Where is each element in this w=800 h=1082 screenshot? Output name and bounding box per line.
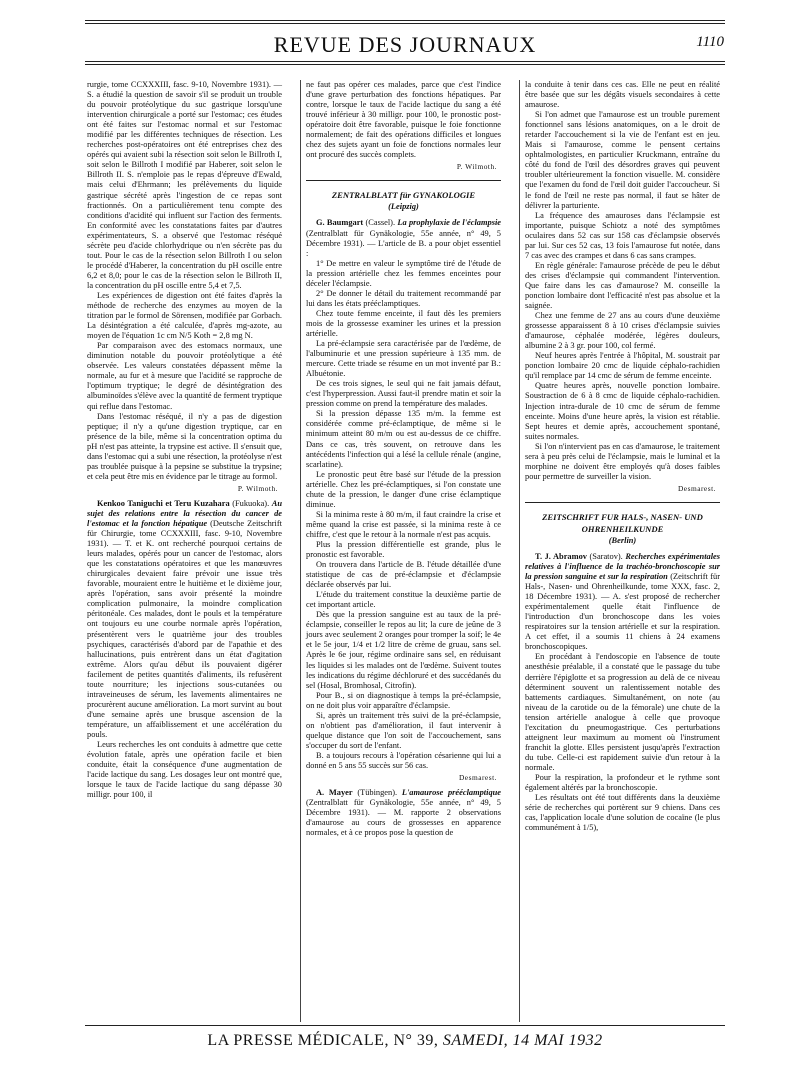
paragraph: La pré-éclampsie sera caractérisée par de l'œdème, de l'albuminurie et une pression supérieure à 135 mm. de mercure. Cette triade se résume en un mot inventé par B.: Albuétonie. (306, 339, 501, 379)
header-rule-bottom (85, 61, 725, 62)
paragraph: La fréquence des amauroses dans l'éclampsie est importante, puisque Schiotz a noté des symptômes oculaires dans 52 cas sur 158 cas d'éclampsie observés par lui. Sur ces 52 cas, 13 fois l'amaurose fut notée, dans 7 cas avec des crampes et dans 6 cas sans crampes. (525, 210, 720, 260)
article-place: (Tübingen). (357, 788, 398, 798)
paragraph: L'étude du traitement constitue la deuxième partie de cet important article. (306, 590, 501, 610)
column-divider-1 (300, 80, 301, 1022)
article-heading (87, 499, 282, 740)
article-source: (Zeitschrift für Hals-, Nasen- und Ohrenheilkunde, tome XXX, fasc. 2, 18 Décembre 1931). (525, 572, 721, 602)
section-city: (Leipzig) (388, 202, 419, 212)
signature: Desmarest. (458, 773, 497, 783)
section-rule (306, 180, 501, 181)
footer-date: SAMEDI, 14 MAI 1932 (442, 1032, 603, 1049)
article-heading (306, 218, 501, 258)
article-source: (Zentralblatt für Gynäkologie, 55e année, n° 49, 5 Décembre 1931). (306, 798, 501, 818)
article-title: Au sujet des relations entre la résection du cancer de l'estomac et la fonction hépatique (87, 498, 282, 529)
paragraph: Si, après un traitement très suivi de la pré-éclampsie, on n'obtient pas d'amélioration, il faut intervenir à quelque distance que l'on soit de l'accouchement, sans s'occuper du sort de l'enfant. (306, 710, 501, 750)
article-authors: G. Baumgart (316, 218, 364, 228)
article-place: (Fukuoka). (232, 498, 270, 508)
article-title: Recherches expérimentales relatives à l'influence de la trachéo-bronchoscopie sur la pression sanguine et sur la respiration (525, 551, 721, 582)
paragraph: Pour B., si on diagnostique à temps la pré-éclampsie, on ne doit plus voir apparaître d'éclampsie. (306, 690, 501, 710)
paragraph: On trouvera dans l'article de B. l'étude détaillée d'une statistique de cas de pré-éclampsie et d'éclampsie déclarée observés par lui. (306, 560, 501, 590)
paragraph: De ces trois signes, le seul qui ne fait jamais défaut, c'est l'hyperpression. Aussi faut-il prendre matin et soir la pression comme on prend la température des malades. (306, 379, 501, 409)
paragraph: la conduite à tenir dans ces cas. Elle ne peut en réalité être basée que sur les dégâts visuels secondaires à cette amaurose. (525, 80, 720, 110)
column-3 (525, 80, 720, 833)
paragraph: Si l'on admet que l'amaurose est un trouble purement fonctionnel sans lésions anatomiques, on a le droit de retarder l'accouchement si la vie de l'enfant est en jeu. Mais si l'amaurose, comme le pensent certains ophtalmologistes, en particulier Kruckmann, entraîne du côté du fond de l'œil des désordres graves qui peuvent troubler ultérieurement la fonction visuelle. M. considère que l'examen du fond de l'œil doit guider l'accoucheur. Si le fond de l'œil ne reste pas normal, il faut se hâter de délivrer la parturiente. (525, 110, 720, 210)
paragraph: Neuf heures après l'entrée à l'hôpital, M. soustrait par ponction lombaire 20 cmc de liquide céphalo-rachidien qu'il remplace par 14 cmc de sérum de femme enceinte. (525, 351, 720, 381)
paragraph: 2° De donner le détail du traitement recommandé par lui dans les états prééclamptiques. (306, 288, 501, 308)
footer-rule (85, 1025, 725, 1026)
paragraph: Quatre heures après, nouvelle ponction lombaire. Soustraction de 6 à 8 cmc de liquide céphalo-rachidien. Injection intra-durale de 10 cmc de sérum de femme enceinte. Moins d'une heure après, la vision est rétablie. Sept heures et demie après, accouchement spontané, suites normales. (525, 381, 720, 441)
header-rule-top-thin (85, 23, 725, 24)
paragraph: En procédant à l'endoscopie en l'absence de toute anesthésie préalable, il a constaté que le passage du tube derrière l'épiglotte et sa progression au delà de ce niveau déterminent souvent un ralentissement notable des battements cardiaques. Simultanément, on note (au niveau de la carotide ou de la fémorale) une chute de la tension artérielle analogue à celle que provoque l'excitation du pneumogastrique. Ces perturbations atteignent leur maximum au moment où l'instrument franchit la glotte. Elles persistent jusqu'après l'extraction du tube. Celle-ci est rapidement suivie d'un retour à la normale. (525, 652, 720, 772)
article-place: (Cassel). (365, 218, 396, 228)
paragraph: rurgie, tome CCXXXIII, fasc. 9-10, Novembre 1931). — S. a étudié la question de savoir s'il se produit un trouble du pouvoir protéolytique du suc gastrique lorsqu'une intervention chirurgicale a porté sur l'estomac; ces études ont été faites sur l'estomac normal et sur l'estomac modifié par les différentes techniques de résection. Les recherches post-opératoires ont été entreprises chez des opérés qui avaient subi la résection soit selon le Billroth I, soit selon le Billroth I modifié par Haberer, soit selon le Billroth II. S. n'emploie pas le repas d'épreuve d'Ewald, mais celui d'Ehrmann; les prélèvements du liquide gastrique sécrété après l'ingestion de ce repas sont fractionnés. On a particulièrement tenu compte des conditions d'acidité qui influent sur l'action des ferments. En conformité avec les constatations faites par d'autres expérimentateurs, S. a observé que l'estomac réséqué sécrète peu d'acide chlorhydrique ou n'en sécrète pas du tout. Pour le cas de la résection selon Billroth I ou selon le procédé d'Haberer, la concentration du pH oscille entre 6,2 et 8,0; pour le cas de la résection selon le Billroth II, la concentration du pH oscille entre 5,4 et 7,5. (87, 80, 282, 290)
article-authors: Kenkoo Taniguchi et Teru Kuzahara (97, 498, 230, 508)
paragraph: Les expériences de digestion ont été faites d'après la méthode de recherche des enzymes au moyen de la titration par le formol de Sörensen, modifiée par Gorbach. La désintégration a été calculée, d'après mg-azote, au moyen de l'équation 1c cm N/5 Koth = 2,8 mg N. (87, 290, 282, 341)
paragraph: Dès que la pression sanguine est au taux de la pré-éclampsie, conseiller le repos au lit; la cure de jeûne de 3 jours avec seulement 2 oranges pour tromper la soif; le 4e et le 5e jour, 1/4 et 1/2 litre de crème de gruau, sans sel. Après le 6e jour, régime ordinaire sans sel, en réduisant les liquides si les malades ont de l'œdème. Suivent toutes les indications du régime déchloruré et des succédanés du sel (Hosal, Bromhosal, Citrofin). (306, 610, 501, 690)
paragraph: — M. rapporte 2 observations d'amaurose au cours de grossesses en apparence normales, et à ce propos pose la question de (306, 808, 502, 838)
section-title: ZEITSCHRIFT FUR HALS-, NASEN- UND OHRENHEILKUNDE (542, 511, 703, 534)
running-head-title: REVUE DES JOURNAUX (273, 32, 537, 57)
signature: P. Wilmoth. (456, 162, 497, 172)
footer (85, 1032, 725, 1050)
paragraph: Chez une femme de 27 ans au cours d'une deuxième grossesse apparaissent 8 à 10 crises d'éclampsie suivies d'amaurose, céphalée modérée, légères douleurs, albumine 2 à 3 gr. pour 100, col fermé. (525, 311, 720, 351)
paragraph: Les résultats ont été tout différents dans la deuxième série de recherches qui portèrent sur 9 chiens. Dans ces cas, l'application locale d'une solution de cocaïne (le plus communément à 1/5), (525, 793, 720, 833)
article-authors: A. Mayer (316, 788, 353, 798)
article-source: (Deutsche Zeitschrift für Chirurgie, tome CCXXXIII, fasc. 9-10, Novembre 1931). (87, 519, 282, 549)
paragraph: Leurs recherches les ont conduits à admettre que cette évolution fatale, après une opération facile et bien conduite, était la conséquence d'une augmentation de l'acide lactique du sang. Les dosages leur ont montré que, lorsque le taux de l'acide lactique du sang dépasse 30 milligr. pour 100, il (87, 740, 282, 800)
signature: P. Wilmoth. (237, 483, 278, 493)
section-rule (525, 502, 720, 503)
paragraph: Par comparaison avec des estomacs normaux, une diminution notable du pouvoir protéolytique a été observée. Les valeurs constatées dépassent même la normale, au fur et à mesure que l'acidité se rapproche de l'optimum tryptique; le degré de désintégration des albuminoïdes s'élève avec la quantité de ferment tryptique qui reflue dans l'estomac. (87, 341, 282, 411)
paragraph: Dans l'estomac réséqué, il n'y a pas de digestion peptique; il n'y a qu'une digestion tryptique, car en présence de la bile, même si la concentration optima du pH n'est pas atteinte, la trypsine est active. Il s'ensuit que, dans l'estomac qui a subi une résection, la protéolyse n'est pas troublée puisque à la pepsine se substitue la trypsine; et cela peut être mis en évidence par le titrage au formol. (87, 411, 282, 481)
paragraph: Pour la respiration, la profondeur et le rythme sont également altérés par la bronchoscopie. (525, 773, 720, 793)
article-title: La prophylaxie de l'éclampsie (397, 218, 501, 228)
section-title: ZENTRALBLATT für GYNAKOLOGIE (331, 190, 476, 201)
column-2 (306, 80, 501, 838)
paragraph: En règle générale: l'amaurose précède de peu le début des crises d'éclampsie qui commandent l'intervention. Que faire dans les cas d'amaurose? M. conseille la ponction lombaire dont l'efficacité n'est pas absolue et la saignée. (525, 260, 720, 311)
paragraph: Plus la pression différentielle est grande, plus le pronostic est favorable. (306, 539, 501, 560)
paragraph: — L'article de B. a pour objet essentiel : (306, 238, 501, 258)
article-authors: T. J. Abramov (535, 551, 587, 561)
article-source: (Zentralblatt für Gynäkologie, 55e année, n° 49, 5 Décembre 1931). (306, 228, 501, 248)
paragraph: Si l'on n'intervient pas en cas d'amaurose, le traitement sera à peu près celui de l'éclampsie, mais le luminal et la morphine ne doivent être employés qu'à doses faibles pour permettre de surveiller la vision. (525, 441, 720, 481)
paragraph: B. a toujours recours à l'opération césarienne qui lui a donné en 5 ans 55 succès sur 56 cas. (306, 750, 501, 770)
column-divider-2 (519, 80, 520, 1022)
signature: Desmarest. (677, 483, 716, 493)
paragraph: Chez toute femme enceinte, il faut dès les premiers mois de la grossesse examiner les urines et la pression artérielle. (306, 308, 501, 338)
article-heading (306, 788, 501, 838)
paragraph: Le pronostic peut être basé sur l'étude de la pression artérielle. Chez les pré-éclamptiques, si l'on constate une chute de la pression, le danger d'une crise éclamptique diminue. (306, 469, 501, 509)
footer-journal: LA PRESSE MÉDICALE, N° 39, (207, 1032, 439, 1049)
header-rule-bottom-thin (85, 64, 725, 65)
article-title: L'amaurose prééclamptique (401, 788, 502, 798)
paragraph: 1° De mettre en valeur le symptôme tiré de l'étude de la pression artérielle chez les femmes enceintes pour déceler l'éclampsie. (306, 258, 501, 288)
paragraph: Si la pression dépasse 135 m/m. la femme est considérée comme pré-éclamptique, de même si le minimum atteint 80 m/m ou est au-dessus de ce chiffre. Dans ce cas, très souvent, on retrouve dans les antécédents l'infection qui a lésé la cellule rénale (angine, scarlatine). (306, 409, 501, 469)
article-place: (Saratov). (589, 551, 623, 561)
paragraph: — A. s'est proposé de rechercher expérimentalement quelle était l'influence de l'introduction d'un bronchoscope dans les voies respiratoires sur la tension artérielle et sur la respiration. A cet effet, il a soumis 11 chiens à 24 examens bronchoscopiques. (525, 592, 721, 652)
page-number: 1110 (696, 34, 724, 50)
column-1 (87, 80, 282, 800)
paragraph: — T. et K. ont recherché pourquoi certains de leurs malades, opérés pour un cancer de l'estomac, alors que les constatations opératoires et que les manœuvres chirurgicales devaient faire prévoir une issue très favorable, mouraient entre le huitième et le dixième jour, après l'opération, sans avoir présenté la moindre complication pulmonaire, la moindre complication péritonéale. Ces malades, dont le pouls et la température ont toujours eu une courbe normale après l'opération, présentèrent vers le quatrième jour des troubles psychiques, caractérisés d'abord par de l'apathie et des hallucinations, puis entrèrent dans un état d'agitation extrême. Alors qu'au début ils pouvaient digérer facilement de petites quantités d'aliments, ils refusèrent toute nourriture; les injections sous-cutanées ou intraveineuses de sérum, les lavements alimentaires ne procurèrent aucune amélioration. La mort survint au bout d'une semaine après une brusque ascension de la température, un affaiblissement et une accélération du pouls. (87, 539, 282, 739)
article-heading (525, 552, 720, 652)
header-rule-top (85, 20, 725, 21)
section-city: (Berlin) (608, 535, 637, 545)
paragraph: Si la minima reste à 80 m/m, il faut craindre la crise et même quand la crise est passée, si la minima reste à ce chiffre, c'est que le retour à la normale n'est pas acquis. (306, 509, 501, 539)
paragraph: ne faut pas opérer ces malades, parce que c'est l'indice d'une grave perturbation des fonctions hépatiques. Par contre, lorsque le taux de l'acide lactique du sang a été trouvé inférieur à 30 milligr. pour 100, le pronostic post-opératoire doit être favorable, puisque le foie fonctionne normalement; de fait des opérations difficiles et longues chez des sujets ayant un foie de fonctions normales leur ont procuré des succès complets. (306, 80, 501, 160)
